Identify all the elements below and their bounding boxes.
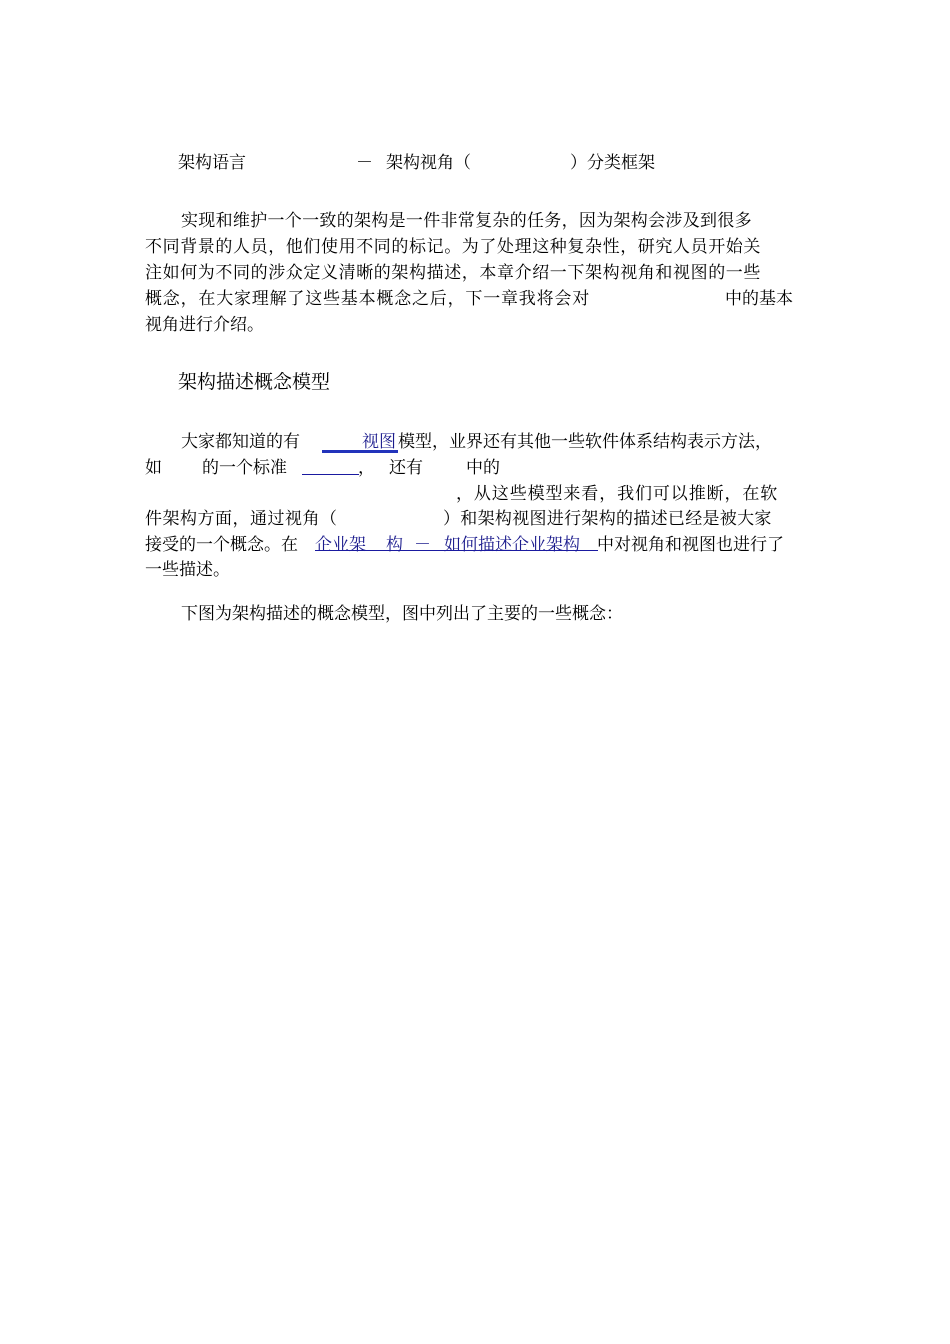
title-part2: 架构视角（ [386, 153, 471, 173]
enterprise-arch-link-2[interactable]: 构 [386, 535, 403, 555]
body-line-4a: 件架构方面，通过视角（ [145, 509, 338, 529]
view-link[interactable]: 视图 [362, 432, 396, 452]
body-line-2b: 的一个标准 [202, 458, 287, 478]
intro-line-4b: 中的基本 [725, 289, 793, 309]
body-line-6: 一些描述。 [145, 560, 230, 580]
title-dash: － [356, 153, 373, 173]
intro-line-5: 视角进行介绍。 [145, 315, 264, 335]
body-line-5b: 中对视角和视图也进行了 [597, 535, 784, 555]
enterprise-arch-link-4[interactable]: 如何描述企业架构 [444, 535, 580, 555]
section-heading: 架构描述概念模型 [178, 371, 331, 393]
enterprise-arch-link-underline [315, 550, 598, 551]
intro-line-3: 注如何为不同的涉众定义清晰的架构描述，本章介绍一下架构视角和视图的一些 [145, 263, 761, 283]
title-part3: ）分类框架 [570, 153, 655, 173]
view-link-underline [322, 450, 398, 453]
body-line-2a: 如 [145, 458, 162, 478]
body-line-2e: 中的 [466, 458, 500, 478]
intro-line-4a: 概念，在大家理解了这些基本概念之后，下一章我将会对 [145, 289, 590, 309]
body-line-5a: 接受的一个概念。在 [145, 535, 298, 555]
body-line-3: ，从这些模型来看，我们可以推断，在软 [456, 484, 779, 504]
body-line-4b: ）和架构视图进行架构的描述已经是被大家 [443, 509, 772, 529]
body-line-1b: 模型，业界还有其他一些软件体系结构表示方法， [398, 432, 772, 452]
enterprise-arch-link-1[interactable]: 企业架 [315, 535, 366, 555]
standard-link-underline[interactable] [302, 474, 359, 475]
diagram-intro-text: 下图为架构描述的概念模型，图中列出了主要的一些概念： [181, 604, 623, 624]
body-line-2c: ， [358, 458, 375, 478]
body-line-1a: 大家都知道的有 [181, 432, 300, 452]
intro-line-1: 实现和维护一个一致的架构是一件非常复杂的任务，因为架构会涉及到很多 [181, 211, 752, 231]
title-part1: 架构语言 [178, 153, 246, 173]
intro-line-2: 不同背景的人员，他们使用不同的标记。为了处理这种复杂性，研究人员开始关 [145, 237, 761, 257]
body-line-2d: 还有 [389, 458, 423, 478]
enterprise-arch-link-3[interactable]: － [414, 535, 431, 555]
